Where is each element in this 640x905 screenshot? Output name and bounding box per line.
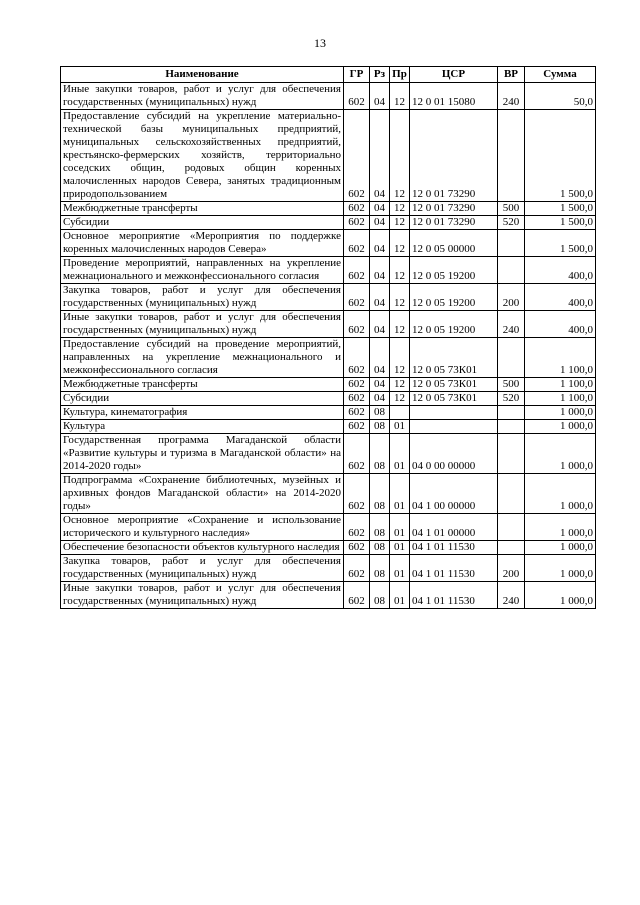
cell-rz: 04 — [370, 83, 390, 110]
cell-pr: 01 — [390, 474, 410, 514]
cell-name: Межбюджетные трансферты — [61, 378, 344, 392]
table-row — [61, 202, 596, 216]
cell-vr — [498, 406, 525, 420]
cell-sum: 1 000,0 — [525, 541, 596, 555]
table-row — [61, 420, 596, 434]
table-row — [61, 514, 596, 541]
table-row — [61, 338, 596, 378]
cell-sum: 1 000,0 — [525, 474, 596, 514]
cell-csr — [410, 420, 498, 434]
cell-gr: 602 — [344, 202, 370, 216]
cell-csr: 12 0 05 73К01 — [410, 378, 498, 392]
cell-pr: 01 — [390, 555, 410, 582]
cell-name: Межбюджетные трансферты — [61, 202, 344, 216]
cell-gr: 602 — [344, 582, 370, 609]
cell-pr: 01 — [390, 582, 410, 609]
cell-rz: 04 — [370, 338, 390, 378]
cell-gr: 602 — [344, 338, 370, 378]
budget-table — [60, 66, 596, 609]
cell-rz: 04 — [370, 311, 390, 338]
cell-pr: 12 — [390, 311, 410, 338]
cell-csr: 04 0 00 00000 — [410, 434, 498, 474]
cell-sum: 1 500,0 — [525, 202, 596, 216]
cell-gr: 602 — [344, 83, 370, 110]
header-pr: Пр — [390, 67, 410, 83]
cell-vr — [498, 257, 525, 284]
cell-csr: 04 1 00 00000 — [410, 474, 498, 514]
header-sum: Сумма — [525, 67, 596, 83]
cell-pr: 01 — [390, 514, 410, 541]
cell-name: Проведение мероприятий, направленных на укрепление межнационального и межконфессионального согласия — [61, 257, 344, 284]
table-row — [61, 406, 596, 420]
cell-pr: 12 — [390, 392, 410, 406]
cell-vr: 200 — [498, 555, 525, 582]
cell-csr: 12 0 05 19200 — [410, 311, 498, 338]
cell-sum: 1 000,0 — [525, 434, 596, 474]
cell-gr: 602 — [344, 392, 370, 406]
cell-sum: 400,0 — [525, 284, 596, 311]
cell-pr: 12 — [390, 216, 410, 230]
cell-name: Закупка товаров, работ и услуг для обеспечения государственных (муниципальных) нужд — [61, 555, 344, 582]
cell-gr: 602 — [344, 230, 370, 257]
cell-vr — [498, 338, 525, 378]
cell-pr: 12 — [390, 202, 410, 216]
cell-vr — [498, 434, 525, 474]
cell-name: Предоставление субсидий на укрепление материально-технической базы муниципальных предприятий, муниципальных сельскохозяйственных предприятий, крестьянско-фермерских хозяйств, территориально соседских общин, родовых общин коренных малочисленных народов Севера, занятых традиционным природопользованием — [61, 110, 344, 202]
cell-pr: 12 — [390, 378, 410, 392]
cell-vr: 520 — [498, 216, 525, 230]
cell-vr — [498, 514, 525, 541]
cell-gr: 602 — [344, 257, 370, 284]
cell-vr — [498, 110, 525, 202]
cell-csr: 04 1 01 00000 — [410, 514, 498, 541]
cell-rz: 04 — [370, 216, 390, 230]
cell-pr: 12 — [390, 257, 410, 284]
cell-gr: 602 — [344, 311, 370, 338]
cell-csr: 12 0 01 73290 — [410, 202, 498, 216]
cell-vr: 200 — [498, 284, 525, 311]
cell-vr: 240 — [498, 582, 525, 609]
cell-pr — [390, 406, 410, 420]
header-csr: ЦСР — [410, 67, 498, 83]
cell-sum: 1 000,0 — [525, 420, 596, 434]
cell-vr — [498, 541, 525, 555]
cell-gr: 602 — [344, 474, 370, 514]
cell-vr — [498, 474, 525, 514]
cell-sum: 400,0 — [525, 257, 596, 284]
cell-sum: 1 500,0 — [525, 230, 596, 257]
cell-name: Культура — [61, 420, 344, 434]
cell-csr: 12 0 05 19200 — [410, 284, 498, 311]
table-row — [61, 555, 596, 582]
table-row — [61, 311, 596, 338]
cell-csr: 12 0 01 73290 — [410, 216, 498, 230]
cell-csr: 12 0 05 73К01 — [410, 338, 498, 378]
table-row — [61, 216, 596, 230]
cell-pr: 12 — [390, 110, 410, 202]
cell-name: Основное мероприятие «Сохранение и использование исторического и культурного наследия» — [61, 514, 344, 541]
table-row — [61, 230, 596, 257]
cell-gr: 602 — [344, 284, 370, 311]
cell-gr: 602 — [344, 420, 370, 434]
cell-csr: 04 1 01 11530 — [410, 555, 498, 582]
table-row — [61, 110, 596, 202]
cell-sum: 1 100,0 — [525, 392, 596, 406]
cell-name: Подпрограмма «Сохранение библиотечных, музейных и архивных фондов Магаданской области» на 2014-2020 годы» — [61, 474, 344, 514]
cell-rz: 04 — [370, 392, 390, 406]
cell-csr: 12 0 01 15080 — [410, 83, 498, 110]
cell-name: Субсидии — [61, 216, 344, 230]
header-vr: ВР — [498, 67, 525, 83]
cell-csr: 04 1 01 11530 — [410, 582, 498, 609]
cell-csr: 12 0 05 73К01 — [410, 392, 498, 406]
cell-rz: 08 — [370, 541, 390, 555]
cell-name: Обеспечение безопасности объектов культурного наследия — [61, 541, 344, 555]
table-row — [61, 392, 596, 406]
cell-name: Иные закупки товаров, работ и услуг для обеспечения государственных (муниципальных) нужд — [61, 311, 344, 338]
cell-rz: 04 — [370, 284, 390, 311]
cell-csr: 04 1 01 11530 — [410, 541, 498, 555]
cell-rz: 08 — [370, 474, 390, 514]
cell-csr: 12 0 05 19200 — [410, 257, 498, 284]
cell-sum: 1 000,0 — [525, 406, 596, 420]
cell-rz: 04 — [370, 202, 390, 216]
cell-rz: 04 — [370, 257, 390, 284]
cell-vr: 520 — [498, 392, 525, 406]
cell-pr: 01 — [390, 434, 410, 474]
cell-sum: 1 100,0 — [525, 378, 596, 392]
cell-rz: 08 — [370, 514, 390, 541]
cell-pr: 01 — [390, 420, 410, 434]
cell-gr: 602 — [344, 514, 370, 541]
cell-rz: 08 — [370, 434, 390, 474]
table-row — [61, 541, 596, 555]
cell-sum: 50,0 — [525, 83, 596, 110]
cell-sum: 1 000,0 — [525, 555, 596, 582]
cell-sum: 1 100,0 — [525, 338, 596, 378]
cell-csr — [410, 406, 498, 420]
cell-pr: 12 — [390, 284, 410, 311]
cell-name: Культура, кинематография — [61, 406, 344, 420]
table-row — [61, 378, 596, 392]
table-row — [61, 474, 596, 514]
table-row — [61, 83, 596, 110]
cell-vr — [498, 420, 525, 434]
cell-pr: 12 — [390, 230, 410, 257]
cell-rz: 08 — [370, 555, 390, 582]
cell-rz: 04 — [370, 110, 390, 202]
cell-name: Закупка товаров, работ и услуг для обеспечения государственных (муниципальных) нужд — [61, 284, 344, 311]
cell-gr: 602 — [344, 378, 370, 392]
cell-pr: 12 — [390, 338, 410, 378]
cell-csr: 12 0 05 00000 — [410, 230, 498, 257]
header-name: Наименование — [61, 67, 344, 83]
cell-gr: 602 — [344, 541, 370, 555]
cell-name: Основное мероприятие «Мероприятия по поддержке коренных малочисленных народов Севера» — [61, 230, 344, 257]
table-row — [61, 257, 596, 284]
cell-vr: 240 — [498, 83, 525, 110]
table-row — [61, 582, 596, 609]
table-row — [61, 434, 596, 474]
cell-sum: 1 500,0 — [525, 110, 596, 202]
cell-vr: 500 — [498, 202, 525, 216]
header-rz: Рз — [370, 67, 390, 83]
cell-name: Иные закупки товаров, работ и услуг для обеспечения государственных (муниципальных) нужд — [61, 582, 344, 609]
cell-sum: 1 500,0 — [525, 216, 596, 230]
cell-rz: 08 — [370, 582, 390, 609]
cell-gr: 602 — [344, 216, 370, 230]
cell-rz: 08 — [370, 420, 390, 434]
cell-name: Субсидии — [61, 392, 344, 406]
cell-gr: 602 — [344, 434, 370, 474]
cell-gr: 602 — [344, 406, 370, 420]
table-header-row — [61, 67, 596, 83]
cell-vr — [498, 230, 525, 257]
cell-sum: 1 000,0 — [525, 514, 596, 541]
cell-rz: 08 — [370, 406, 390, 420]
cell-pr: 12 — [390, 83, 410, 110]
cell-rz: 04 — [370, 230, 390, 257]
cell-name: Иные закупки товаров, работ и услуг для обеспечения государственных (муниципальных) нужд — [61, 83, 344, 110]
header-gr: ГР — [344, 67, 370, 83]
cell-vr: 240 — [498, 311, 525, 338]
cell-name: Государственная программа Магаданской области «Развитие культуры и туризма в Магаданской области» на 2014-2020 годы» — [61, 434, 344, 474]
cell-sum: 1 000,0 — [525, 582, 596, 609]
cell-gr: 602 — [344, 110, 370, 202]
table-row — [61, 284, 596, 311]
cell-vr: 500 — [498, 378, 525, 392]
cell-pr: 01 — [390, 541, 410, 555]
cell-sum: 400,0 — [525, 311, 596, 338]
cell-gr: 602 — [344, 555, 370, 582]
cell-csr: 12 0 01 73290 — [410, 110, 498, 202]
cell-rz: 04 — [370, 378, 390, 392]
cell-name: Предоставление субсидий на проведение мероприятий, направленных на укрепление межнационального и межконфессионального согласия — [61, 338, 344, 378]
page-number: 13 — [314, 36, 326, 50]
